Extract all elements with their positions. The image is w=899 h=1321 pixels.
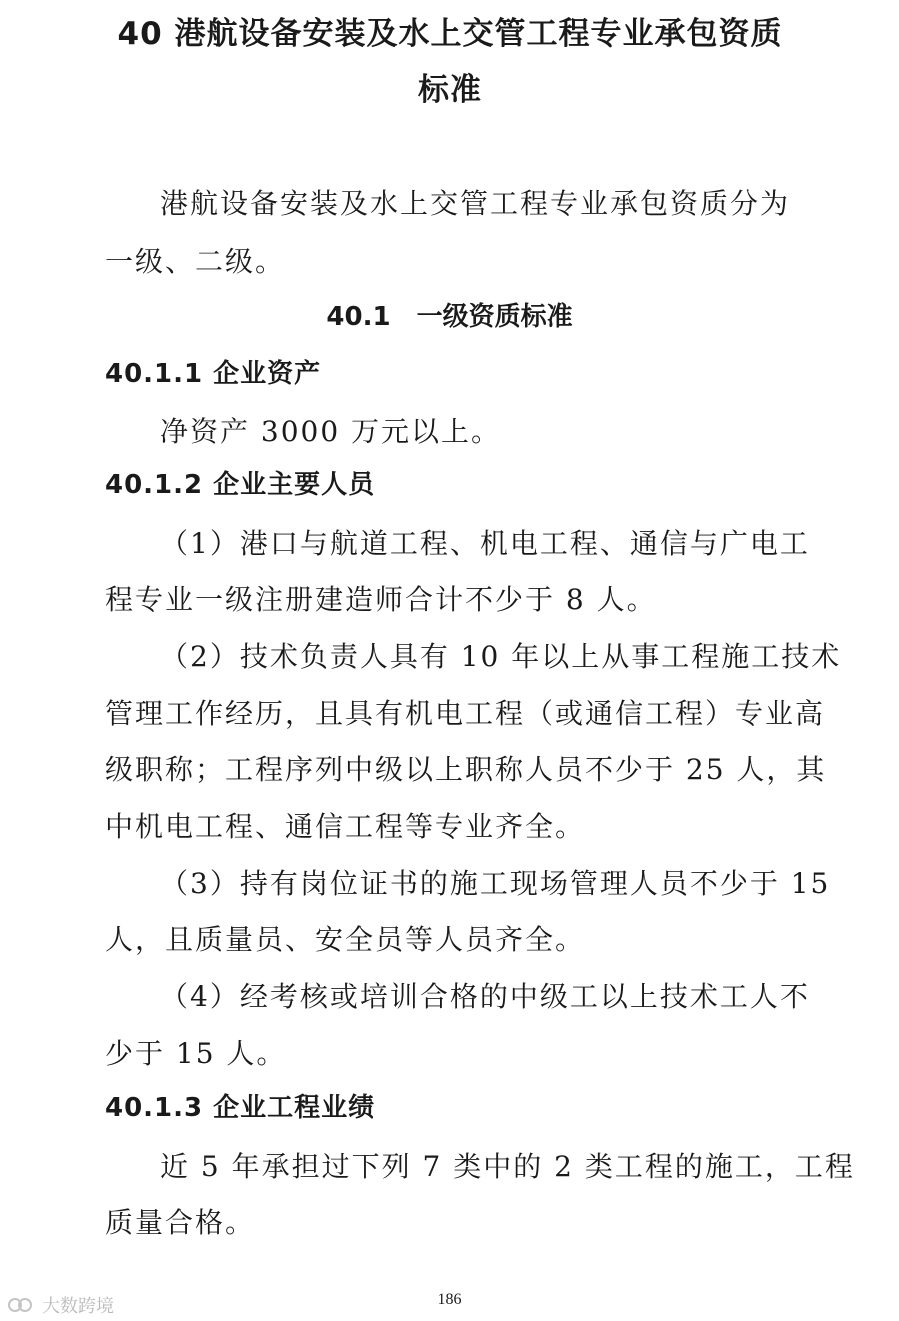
- subsection-heading-performance: 40.1.3 企业工程业绩: [105, 1093, 376, 1123]
- watermark-text: 大数跨境: [42, 1296, 114, 1317]
- document-title-line-2: 标准: [418, 72, 482, 108]
- performance-line-1: 近 5 年承担过下列 7 类中的 2 类工程的施工，工程: [160, 1150, 855, 1183]
- section-number: 40.1: [326, 302, 391, 332]
- performance-line-2: 质量合格。: [105, 1206, 256, 1239]
- watermark-logo-icon: [8, 1296, 38, 1314]
- document-title-line-1: 40 港航设备安装及水上交管工程专业承包资质: [117, 16, 783, 52]
- personnel-item-2-line-2: 管理工作经历，且具有机电工程（或通信工程）专业高: [105, 697, 826, 730]
- page-number: 186: [437, 1291, 462, 1308]
- assets-text: 净资产 3000 万元以上。: [160, 415, 502, 448]
- watermark: [8, 1292, 114, 1318]
- personnel-item-2-line-4: 中机电工程、通信工程等专业齐全。: [105, 810, 586, 843]
- subsection-heading-assets: 40.1.1 企业资产: [105, 359, 322, 389]
- subsection-heading-personnel: 40.1.2 企业主要人员: [105, 470, 376, 500]
- intro-line-2: 一级、二级。: [105, 245, 286, 278]
- personnel-item-1-line-1: （1）港口与航道工程、机电工程、通信与广电工: [160, 527, 810, 560]
- personnel-item-3-line-1: （3）持有岗位证书的施工现场管理人员不少于 15: [160, 867, 831, 900]
- personnel-item-1-line-2: 程专业一级注册建造师合计不少于 8 人。: [105, 583, 657, 616]
- personnel-item-4-line-2: 少于 15 人。: [105, 1037, 287, 1070]
- personnel-item-4-line-1: （4）经考核或培训合格的中级工以上技术工人不: [160, 980, 810, 1013]
- personnel-item-3-line-2: 人，且质量员、安全员等人员齐全。: [105, 923, 586, 956]
- personnel-item-2-line-3: 级职称；工程序列中级以上职称人员不少于 25 人，其: [105, 753, 827, 786]
- personnel-item-2-line-1: （2）技术负责人具有 10 年以上从事工程施工技术: [160, 640, 842, 673]
- section-heading: [0, 300, 899, 334]
- section-title: 一级资质标准: [416, 302, 573, 332]
- intro-line-1: 港航设备安装及水上交管工程专业承包资质分为: [160, 187, 791, 220]
